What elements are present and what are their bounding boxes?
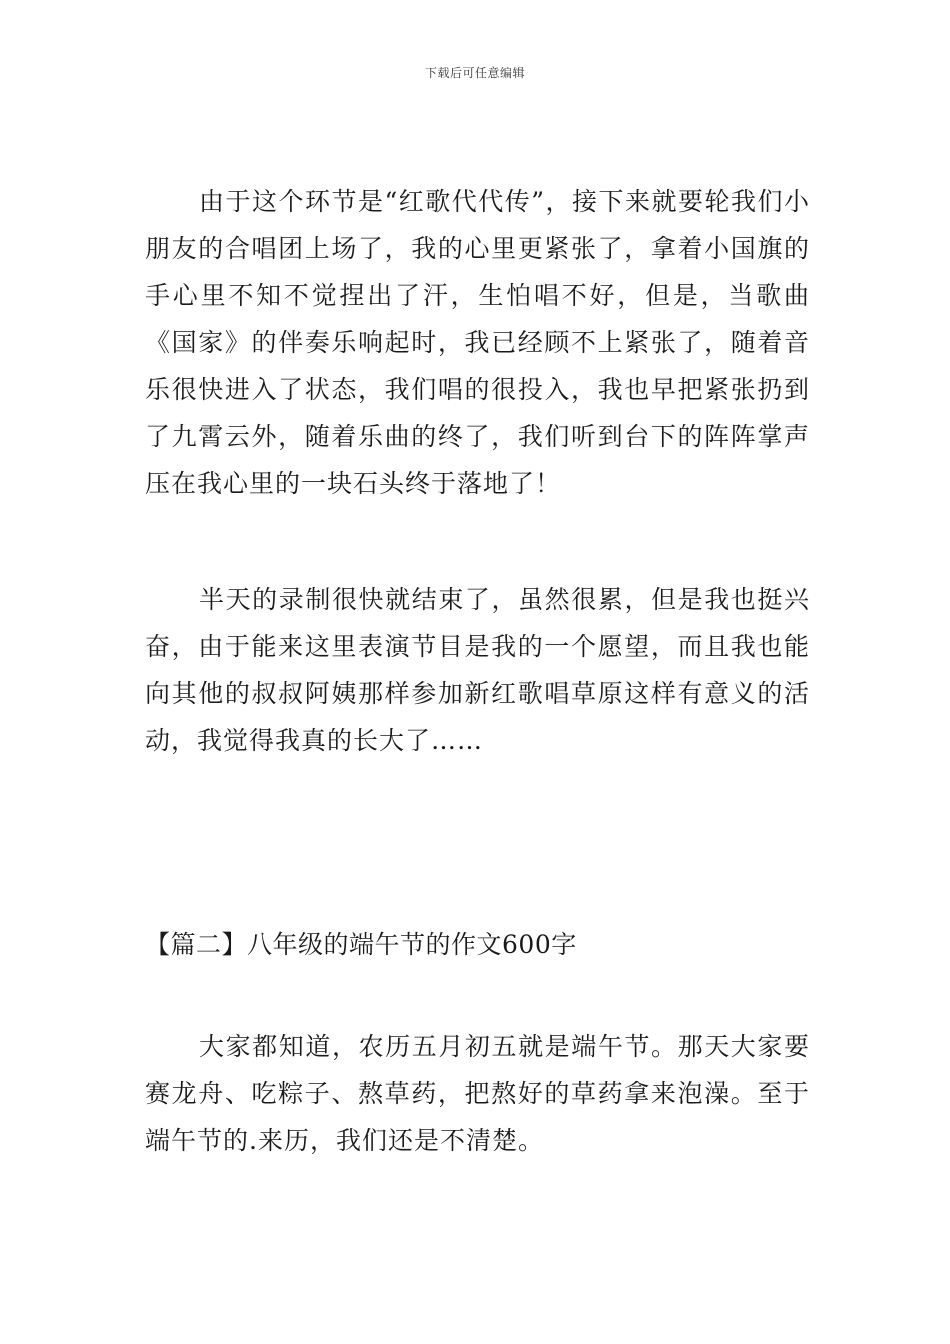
section-paragraph: 大家都知道，农历五月初五就是端午节。那天大家要赛龙舟、吃粽子、熬草药，把熬好的草药拿来泡澡。至于端午节的.来历，我们还是不清楚。 bbox=[145, 1032, 810, 1155]
body-paragraph-1: 由于这个环节是“红歌代代传”，接下来就要轮我们小朋友的合唱团上场了，我的心里更紧张了，拿着小国旗的手心里不知不觉捏出了汗，生怕唱不好，但是，当歌曲《国家》的伴奏乐响起时，我已经顾不上紧张了，随着音乐很快进入了状态，我们唱的很投入，我也早把紧张扔到了九霄云外，随着乐曲的终了，我们听到台下的阵阵掌声压在我心里的一块石头终于落地了！ bbox=[145, 187, 810, 498]
section-heading: 【篇二】八年级的端午节的作文600字 bbox=[145, 930, 577, 959]
page-header: 下载后可任意编辑 bbox=[424, 66, 525, 80]
body-paragraph-2: 半天的录制很快就结束了，虽然很累，但是我也挺兴奋，由于能来这里表演节目是我的一个愿望，而且我也能向其他的叔叔阿姨那样参加新红歌唱草原这样有意义的活动，我觉得我真的长大了…… bbox=[145, 585, 810, 755]
